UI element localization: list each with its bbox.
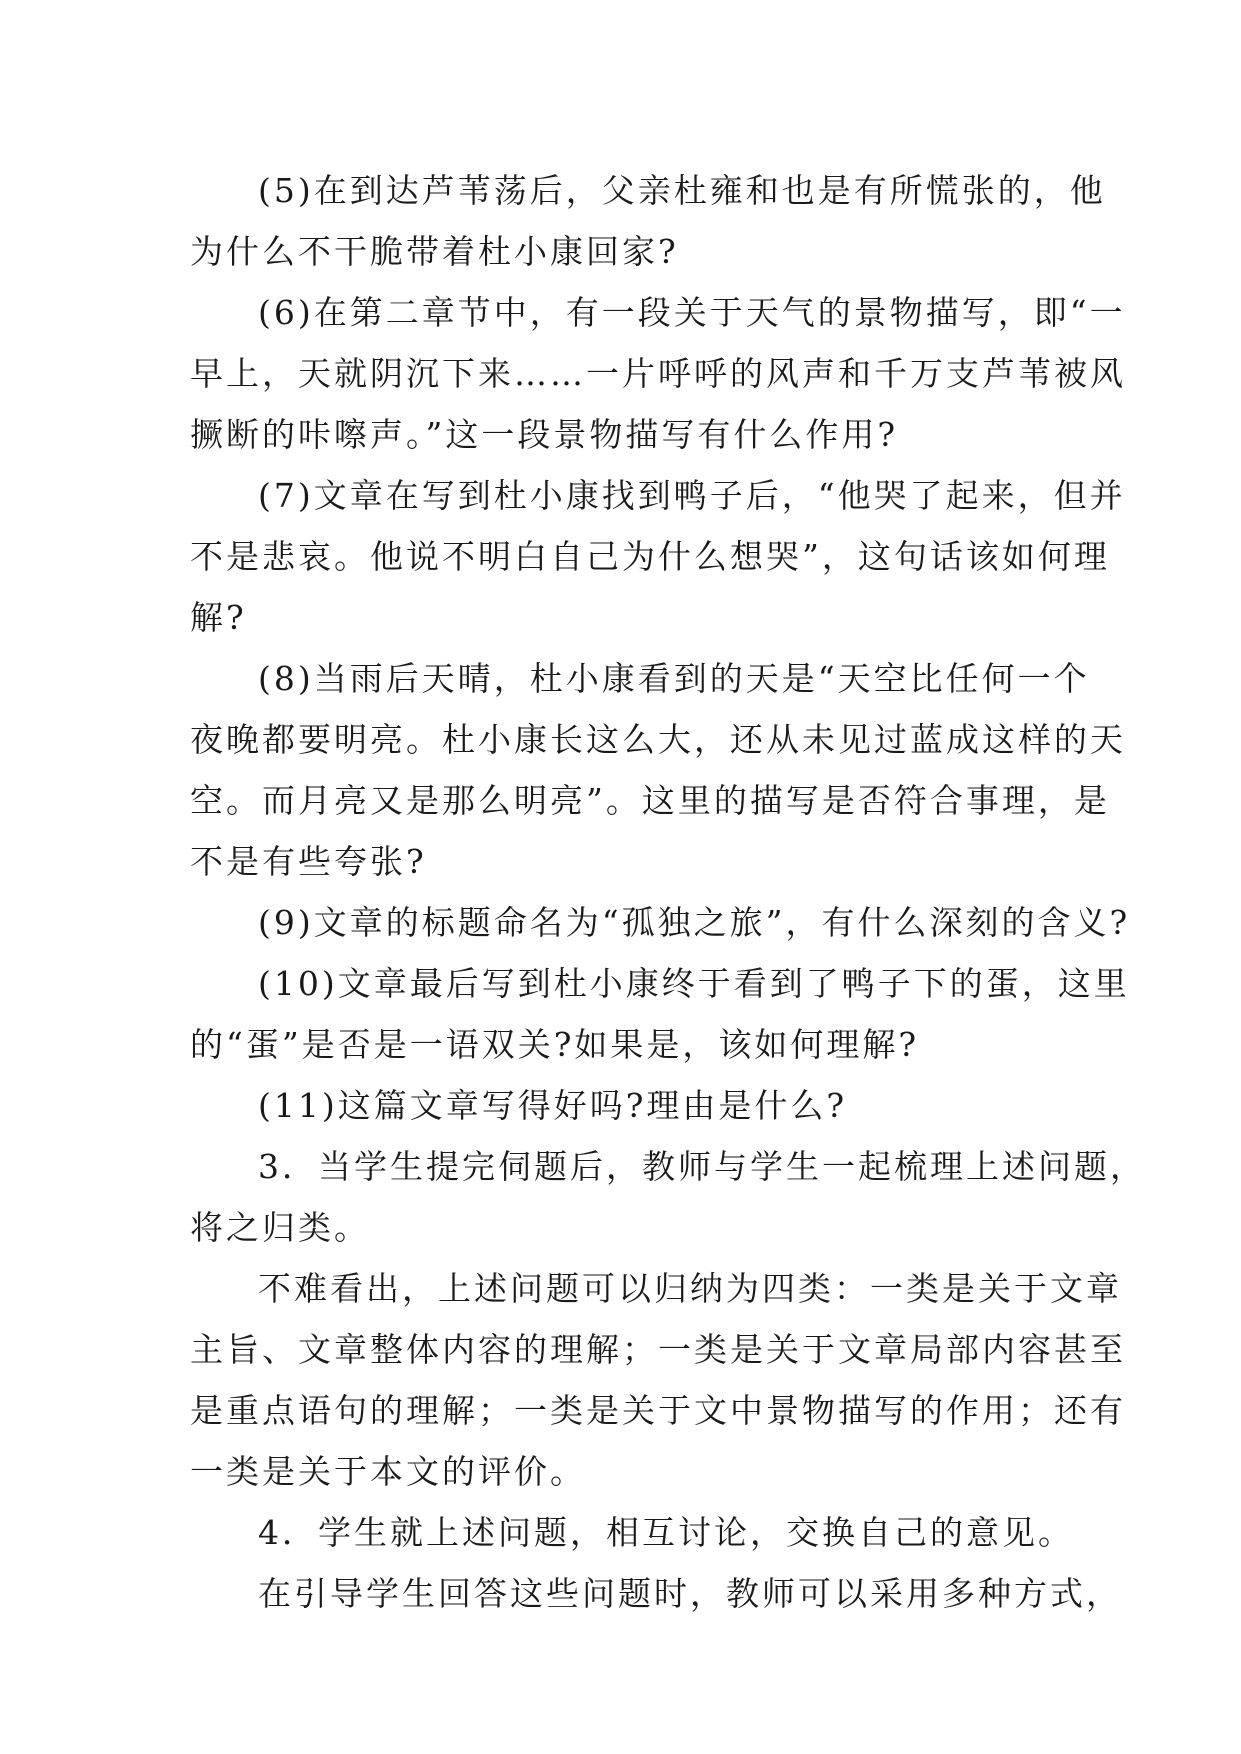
text-line: 不难看出，上述问题可以归纳为四类：一类是关于文章 [258,1269,1122,1308]
text-line: 一类是关于本文的评价。 [190,1452,586,1491]
body-text [190,160,1146,1624]
text-line: 早上，天就阴沉下来……一片呼呼的风声和千万支芦苇被风 [190,354,1126,393]
text-line: 不是悲哀。他说不明白自己为什么想哭”，这句话该如何理 [190,537,1110,576]
text-line: (11)这篇文章写得好吗?理由是什么? [258,1086,848,1125]
text-line: 将之归类。 [190,1208,370,1247]
text-line: (6)在第二章节中，有一段关于天气的景物描写，即“一 [258,293,1126,332]
text-line: 不是有些夸张? [190,842,427,881]
text-line: 4．学生就上述问题，相互讨论，交换自己的意见。 [258,1513,1074,1552]
text-line: 撅断的咔嚓声。”这一段景物描写有什么作用? [190,415,899,454]
text-line: 在引导学生回答这些问题时，教师可以采用多种方式， [258,1574,1122,1613]
text-line: 夜晚都要明亮。杜小康长这么大，还从未见过蓝成这样的天 [190,720,1126,759]
text-line: (10)文章最后写到杜小康终于看到了鸭子下的蛋，这里 [258,964,1130,1003]
text-line: 解? [190,598,247,637]
text-line: (8)当雨后天晴，杜小康看到的天是“天空比任何一个 [258,659,1090,698]
text-line: (7)文章在写到杜小康找到鸭子后，“他哭了起来，但并 [258,476,1126,515]
text-line: (5)在到达芦苇荡后，父亲杜雍和也是有所慌张的，他 [258,171,1106,210]
text-line: 空。而月亮又是那么明亮”。这里的描写是否符合事理，是 [190,781,1110,820]
text-line: 主旨、文章整体内容的理解；一类是关于文章局部内容甚至 [190,1330,1126,1369]
text-line: (9)文章的标题命名为“孤独之旅”，有什么深刻的含义? [258,903,1131,942]
text-line: 是重点语句的理解；一类是关于文中景物描写的作用；还有 [190,1391,1126,1430]
text-line: 的“蛋”是否是一语双关?如果是，该如何理解? [190,1025,920,1064]
text-line: 3．当学生提完伺题后，教师与学生一起梳理上述问题， [258,1147,1146,1186]
text-line: 为什么不干脆带着杜小康回家? [190,232,679,271]
